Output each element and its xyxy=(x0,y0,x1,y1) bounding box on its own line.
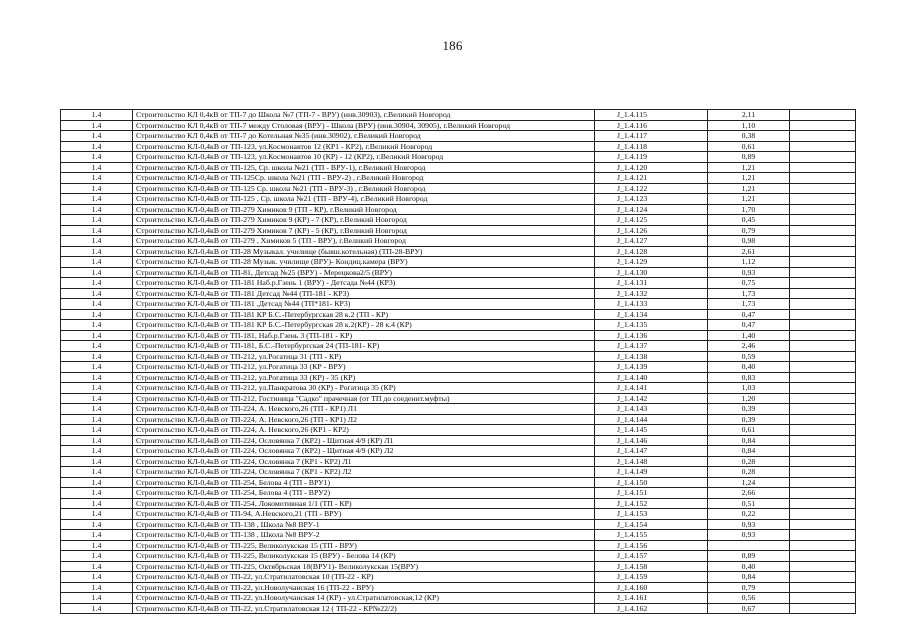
code-cell: J_1.4.117 xyxy=(595,131,708,142)
empty-cell xyxy=(790,425,856,436)
description-cell: Строительство КЛ-0,4кВ от ТП-279 Химиков 9 (ТП - КР), г.Великий Новгород xyxy=(133,204,595,215)
code-cell: J_1.4.134 xyxy=(595,309,708,320)
value-cell: 0,83 xyxy=(708,372,790,383)
page-number: 186 xyxy=(442,38,463,53)
value-cell: 0,89 xyxy=(708,152,790,163)
value-cell: 1,73 xyxy=(708,288,790,299)
description-cell: Строительство КЛ-0,4кВ от ТП-22, ул.Стратилатовская 12 ( ТП-22 - КР№22/2) xyxy=(133,603,595,614)
value-cell: 0,39 xyxy=(708,404,790,415)
code-cell: J_1.4.151 xyxy=(595,488,708,499)
description-cell: Строительство КЛ-0,4кВ от ТП-254, Белова 4 (ТП - ВРУ2) xyxy=(133,488,595,499)
value-cell: 1,24 xyxy=(708,477,790,488)
section-cell: 1.4 xyxy=(61,194,133,205)
table-row xyxy=(61,299,856,310)
code-cell: J_1.4.125 xyxy=(595,215,708,226)
table-row xyxy=(61,194,856,205)
code-cell: J_1.4.159 xyxy=(595,572,708,583)
table-row xyxy=(61,383,856,394)
code-cell: J_1.4.148 xyxy=(595,456,708,467)
empty-cell xyxy=(790,467,856,478)
empty-cell xyxy=(790,351,856,362)
investment-table xyxy=(60,109,856,614)
value-cell: 1,03 xyxy=(708,383,790,394)
code-cell: J_1.4.142 xyxy=(595,393,708,404)
code-cell: J_1.4.135 xyxy=(595,320,708,331)
section-cell: 1.4 xyxy=(61,288,133,299)
value-cell: 0,51 xyxy=(708,498,790,509)
section-cell: 1.4 xyxy=(61,572,133,583)
table-row xyxy=(61,404,856,415)
empty-cell xyxy=(790,267,856,278)
description-cell: Строительство КЛ-0,4кВ от ТП-181 Детсад №44 (ТП-181 - КР3) xyxy=(133,288,595,299)
code-cell: J_1.4.149 xyxy=(595,467,708,478)
value-cell: 0,47 xyxy=(708,320,790,331)
section-cell: 1.4 xyxy=(61,215,133,226)
value-cell: 0,47 xyxy=(708,309,790,320)
section-cell: 1.4 xyxy=(61,551,133,562)
table-row xyxy=(61,456,856,467)
code-cell: J_1.4.122 xyxy=(595,183,708,194)
table-row xyxy=(61,509,856,520)
section-cell: 1.4 xyxy=(61,519,133,530)
value-cell: 0,28 xyxy=(708,456,790,467)
table-row xyxy=(61,530,856,541)
code-cell: J_1.4.133 xyxy=(595,299,708,310)
code-cell: J_1.4.129 xyxy=(595,257,708,268)
table-row xyxy=(61,498,856,509)
value-cell: 0,98 xyxy=(708,236,790,247)
section-cell: 1.4 xyxy=(61,110,133,121)
empty-cell xyxy=(790,120,856,131)
code-cell: J_1.4.124 xyxy=(595,204,708,215)
value-cell: 1,73 xyxy=(708,299,790,310)
empty-cell xyxy=(790,362,856,373)
code-cell: J_1.4.137 xyxy=(595,341,708,352)
empty-cell xyxy=(790,393,856,404)
empty-cell xyxy=(790,110,856,121)
table-row xyxy=(61,257,856,268)
code-cell: J_1.4.156 xyxy=(595,540,708,551)
description-cell: Строительство КЛ-0,4кВ от ТП-125, Ср. школа №21 (ТП - ВРУ-1), г.Великий Новгород xyxy=(133,162,595,173)
value-cell: 0,28 xyxy=(708,467,790,478)
description-cell: Строительство КЛ-0,4кВ от ТП-224, А. Невского,26 (КР1 - КР2) xyxy=(133,425,595,436)
empty-cell xyxy=(790,372,856,383)
description-cell: Строительство КЛ-0,4кВ от ТП-224, А. Невского,26 (ТП - КР1) Л2 xyxy=(133,414,595,425)
description-cell: Строительство КЛ-0,4кВ от ТП-22, ул.Стратилатовская 10 (ТП-22 - КР) xyxy=(133,572,595,583)
value-cell: 0,61 xyxy=(708,141,790,152)
empty-cell xyxy=(790,414,856,425)
code-cell: J_1.4.145 xyxy=(595,425,708,436)
code-cell: J_1.4.158 xyxy=(595,561,708,572)
section-cell: 1.4 xyxy=(61,488,133,499)
value-cell: 1,21 xyxy=(708,173,790,184)
empty-cell xyxy=(790,131,856,142)
value-cell: 2,11 xyxy=(708,110,790,121)
empty-cell xyxy=(790,477,856,488)
table-body xyxy=(61,110,856,614)
code-cell: J_1.4.119 xyxy=(595,152,708,163)
section-cell: 1.4 xyxy=(61,120,133,131)
description-cell: Строительство КЛ-0,4кВ от ТП-181 КР Б.С.-Петербургская 28 к.2 (ТП - КР) xyxy=(133,309,595,320)
description-cell: Строительство КЛ-0,4кВ от ТП-212, ул.Рогатица 33 (КР) - 35 (КР) xyxy=(133,372,595,383)
description-cell: Строительство КЛ-0,4кВ от ТП-181, Б.С.-Петербургская 24 (ТП-181- КР) xyxy=(133,341,595,352)
table-row xyxy=(61,425,856,436)
table-row xyxy=(61,603,856,614)
section-cell: 1.4 xyxy=(61,362,133,373)
code-cell: J_1.4.127 xyxy=(595,236,708,247)
description-cell: Строительство КЛ-0,4кВ от ТП-224, Ословянка 7 (КР1 - КР2) Л1 xyxy=(133,456,595,467)
empty-cell xyxy=(790,257,856,268)
value-cell: 0,38 xyxy=(708,131,790,142)
empty-cell xyxy=(790,488,856,499)
code-cell: J_1.4.128 xyxy=(595,246,708,257)
code-cell: J_1.4.161 xyxy=(595,593,708,604)
table-row xyxy=(61,246,856,257)
description-cell: Строительство КЛ-0,4кВ от ТП-181 ,Детсад №44 (ТП*181- КР3) xyxy=(133,299,595,310)
value-cell: 1,12 xyxy=(708,257,790,268)
value-cell: 0,79 xyxy=(708,582,790,593)
section-cell: 1.4 xyxy=(61,341,133,352)
section-cell: 1.4 xyxy=(61,152,133,163)
empty-cell xyxy=(790,194,856,205)
description-cell: Строительство КЛ-0,4кВ от ТП-22, ул.Новолучанская 14 (КР) - ул.Стратилатовская,12 (КР) xyxy=(133,593,595,604)
table-row xyxy=(61,236,856,247)
empty-cell xyxy=(790,561,856,572)
value-cell: 0,45 xyxy=(708,215,790,226)
table-row xyxy=(61,288,856,299)
table-row xyxy=(61,215,856,226)
code-cell: J_1.4.152 xyxy=(595,498,708,509)
section-cell: 1.4 xyxy=(61,530,133,541)
table-row xyxy=(61,320,856,331)
section-cell: 1.4 xyxy=(61,246,133,257)
description-cell: Строительство КЛ-0,4кВ от ТП-22, ул.Новолучанская 16 (ТП-22 - ВРУ) xyxy=(133,582,595,593)
description-cell: Строительство КЛ 0,4кВ от ТП-7 до Школа №7 (ТП-7 - ВРУ) (инв.30903), г.Великий Новгород xyxy=(133,110,595,121)
empty-cell xyxy=(790,183,856,194)
empty-cell xyxy=(790,572,856,583)
table-row xyxy=(61,110,856,121)
empty-cell xyxy=(790,593,856,604)
section-cell: 1.4 xyxy=(61,299,133,310)
description-cell: Строительство КЛ-0,4кВ от ТП-123, ул.Космонавтов 10 (КР) - 12 (КР2), г.Великий Новгород xyxy=(133,152,595,163)
section-cell: 1.4 xyxy=(61,509,133,520)
description-cell: Строительство КЛ-0,4кВ от ТП-279 , Химиков 5 (ТП - ВРУ), г.Великий Новгород xyxy=(133,236,595,247)
description-cell: Строительство КЛ-0,4кВ от ТП-279 Химиков 9 (КР) - 7 (КР), г.Великий Новгород xyxy=(133,215,595,226)
empty-cell xyxy=(790,456,856,467)
table-row xyxy=(61,561,856,572)
value-cell: 0,59 xyxy=(708,351,790,362)
table-row xyxy=(61,141,856,152)
empty-cell xyxy=(790,225,856,236)
description-cell: Строительство КЛ 0,4кВ от ТП-7 между Столовая (ВРУ) - Школа (ВРУ) (инв.30904, 30905), г.Великий Новгород xyxy=(133,120,595,131)
code-cell: J_1.4.144 xyxy=(595,414,708,425)
value-cell: 0,39 xyxy=(708,414,790,425)
section-cell: 1.4 xyxy=(61,320,133,331)
table-row xyxy=(61,309,856,320)
code-cell: J_1.4.139 xyxy=(595,362,708,373)
code-cell: J_1.4.120 xyxy=(595,162,708,173)
value-cell: 0,40 xyxy=(708,362,790,373)
section-cell: 1.4 xyxy=(61,183,133,194)
description-cell: Строительство КЛ-0,4кВ от ТП-181 КР Б.С.-Петербургская 28 к.2(КР) - 28 к.4 (КР) xyxy=(133,320,595,331)
description-cell: Строительство КЛ-0,4кВ от ТП-125 , Ср. школа №21 (ТП - ВРУ-4), г.Великий Новгород xyxy=(133,194,595,205)
empty-cell xyxy=(790,299,856,310)
description-cell: Строительство КЛ-0,4кВ от ТП-123, ул.Космонавтов 12 (КР1 - КР2), г.Великий Новгород xyxy=(133,141,595,152)
section-cell: 1.4 xyxy=(61,372,133,383)
section-cell: 1.4 xyxy=(61,456,133,467)
description-cell: Строительство КЛ-0,4кВ от ТП-224, Ословянка 7 (КР1 - КР2) Л2 xyxy=(133,467,595,478)
table-row xyxy=(61,267,856,278)
value-cell: 0,93 xyxy=(708,530,790,541)
table-row xyxy=(61,593,856,604)
empty-cell xyxy=(790,603,856,614)
table-row xyxy=(61,446,856,457)
empty-cell xyxy=(790,162,856,173)
section-cell: 1.4 xyxy=(61,540,133,551)
table-row xyxy=(61,414,856,425)
description-cell: Строительство КЛ-0,4кВ от ТП-224, А. Невского,26 (ТП - КР1) Л1 xyxy=(133,404,595,415)
table-row xyxy=(61,341,856,352)
section-cell: 1.4 xyxy=(61,425,133,436)
section-cell: 1.4 xyxy=(61,435,133,446)
code-cell: J_1.4.116 xyxy=(595,120,708,131)
table-row xyxy=(61,131,856,142)
code-cell: J_1.4.153 xyxy=(595,509,708,520)
table-row xyxy=(61,152,856,163)
description-cell: Строительство КЛ-0,4кВ от ТП-279 Химиков 7 (КР) - 5 (КР), г.Великий Новгород xyxy=(133,225,595,236)
code-cell: J_1.4.150 xyxy=(595,477,708,488)
empty-cell xyxy=(790,288,856,299)
empty-cell xyxy=(790,498,856,509)
table-row xyxy=(61,467,856,478)
value-cell: 0,84 xyxy=(708,435,790,446)
empty-cell xyxy=(790,582,856,593)
empty-cell xyxy=(790,173,856,184)
value-cell: 0,61 xyxy=(708,425,790,436)
code-cell: J_1.4.147 xyxy=(595,446,708,457)
table-row xyxy=(61,330,856,341)
value-cell: 1,21 xyxy=(708,162,790,173)
value-cell: 1,70 xyxy=(708,204,790,215)
table-row xyxy=(61,120,856,131)
section-cell: 1.4 xyxy=(61,498,133,509)
table-row xyxy=(61,393,856,404)
code-cell: J_1.4.143 xyxy=(595,404,708,415)
description-cell: Строительство КЛ-0,4кВ от ТП-125Ср. школа №21 (ТП - ВРУ-2) , г.Великий Новгород xyxy=(133,173,595,184)
code-cell: J_1.4.121 xyxy=(595,173,708,184)
table-row xyxy=(61,572,856,583)
description-cell: Строительство КЛ-0,4кВ от ТП-254, Белова 4 (ТП - ВРУ1) xyxy=(133,477,595,488)
value-cell: 1,20 xyxy=(708,393,790,404)
table-row xyxy=(61,372,856,383)
description-cell: Строительство КЛ-0,4кВ от ТП-225, Великолукская 15 (ТП - ВРУ) xyxy=(133,540,595,551)
code-cell: J_1.4.136 xyxy=(595,330,708,341)
empty-cell xyxy=(790,519,856,530)
empty-cell xyxy=(790,446,856,457)
table-row xyxy=(61,173,856,184)
description-cell: Строительство КЛ-0,4кВ от ТП-212, ул.Рогатица 31 (ТП - КР) xyxy=(133,351,595,362)
description-cell: Строительство КЛ-0,4кВ от ТП-212, ул.Рогатица 33 (КР - ВРУ) xyxy=(133,362,595,373)
table-row xyxy=(61,582,856,593)
value-cell: 0,89 xyxy=(708,551,790,562)
empty-cell xyxy=(790,152,856,163)
section-cell: 1.4 xyxy=(61,477,133,488)
code-cell: J_1.4.162 xyxy=(595,603,708,614)
section-cell: 1.4 xyxy=(61,351,133,362)
description-cell: Строительство КЛ-0,4кВ от ТП-28 Музык. училище (ВРУ)- Кондиц.камера (ВРУ) xyxy=(133,257,595,268)
value-cell: 1,40 xyxy=(708,330,790,341)
code-cell: J_1.4.123 xyxy=(595,194,708,205)
section-cell: 1.4 xyxy=(61,383,133,394)
code-cell: J_1.4.155 xyxy=(595,530,708,541)
section-cell: 1.4 xyxy=(61,162,133,173)
section-cell: 1.4 xyxy=(61,225,133,236)
value-cell: 0,40 xyxy=(708,561,790,572)
value-cell: 0,67 xyxy=(708,603,790,614)
section-cell: 1.4 xyxy=(61,593,133,604)
section-cell: 1.4 xyxy=(61,141,133,152)
empty-cell xyxy=(790,509,856,520)
empty-cell xyxy=(790,540,856,551)
empty-cell xyxy=(790,330,856,341)
section-cell: 1.4 xyxy=(61,173,133,184)
section-cell: 1.4 xyxy=(61,278,133,289)
table-row xyxy=(61,278,856,289)
table-row xyxy=(61,162,856,173)
code-cell: J_1.4.132 xyxy=(595,288,708,299)
code-cell: J_1.4.160 xyxy=(595,582,708,593)
value-cell: 0,79 xyxy=(708,225,790,236)
value-cell: 0,56 xyxy=(708,593,790,604)
code-cell: J_1.4.154 xyxy=(595,519,708,530)
table-row xyxy=(61,225,856,236)
empty-cell xyxy=(790,309,856,320)
section-cell: 1.4 xyxy=(61,446,133,457)
section-cell: 1.4 xyxy=(61,204,133,215)
description-cell: Строительство КЛ-0,4кВ от ТП-224, Ословянка 7 (КР2) - Щитная 4/9 (КР) Л2 xyxy=(133,446,595,457)
description-cell: Строительство КЛ-0,4кВ от ТП-138 , Школа №8 ВРУ-1 xyxy=(133,519,595,530)
description-cell: Строительство КЛ-0,4кВ от ТП-225, Великолукская 15 (ВРУ) - Белова 14 (КР) xyxy=(133,551,595,562)
description-cell: Строительство КЛ-0,4кВ от ТП-81, Детсад №25 (ВРУ) - Мерецкова2/5 (ВРУ) xyxy=(133,267,595,278)
section-cell: 1.4 xyxy=(61,267,133,278)
table-row xyxy=(61,204,856,215)
empty-cell xyxy=(790,404,856,415)
empty-cell xyxy=(790,278,856,289)
section-cell: 1.4 xyxy=(61,131,133,142)
table-row xyxy=(61,488,856,499)
value-cell: 0,22 xyxy=(708,509,790,520)
section-cell: 1.4 xyxy=(61,393,133,404)
table-row xyxy=(61,540,856,551)
section-cell: 1.4 xyxy=(61,404,133,415)
empty-cell xyxy=(790,204,856,215)
table-row xyxy=(61,183,856,194)
section-cell: 1.4 xyxy=(61,414,133,425)
section-cell: 1.4 xyxy=(61,582,133,593)
value-cell: 2,66 xyxy=(708,488,790,499)
section-cell: 1.4 xyxy=(61,236,133,247)
section-cell: 1.4 xyxy=(61,309,133,320)
description-cell: Строительство КЛ-0,4кВ от ТП-254, Локомотивная 1/1 (ТП - КР) xyxy=(133,498,595,509)
code-cell: J_1.4.157 xyxy=(595,551,708,562)
description-cell: Строительство КЛ-0,4кВ от ТП-181 Наб.р.Гзень 1 (ВРУ) - Детсада №44 (КР3) xyxy=(133,278,595,289)
description-cell: Строительство КЛ-0,4кВ от ТП-94, А.Невского,21 (ТП - ВРУ) xyxy=(133,509,595,520)
table-row xyxy=(61,351,856,362)
value-cell: 2,46 xyxy=(708,341,790,352)
value-cell: 1,21 xyxy=(708,194,790,205)
description-cell: Строительство КЛ-0,4кВ от ТП-212, ул.Панкратова 30 (КР) - Рогатица 35 (КР) xyxy=(133,383,595,394)
empty-cell xyxy=(790,320,856,331)
table-row xyxy=(61,435,856,446)
empty-cell xyxy=(790,341,856,352)
table-row xyxy=(61,477,856,488)
code-cell: J_1.4.138 xyxy=(595,351,708,362)
section-cell: 1.4 xyxy=(61,603,133,614)
code-cell: J_1.4.140 xyxy=(595,372,708,383)
description-cell: Строительство КЛ-0,4кВ от ТП-181, Наб.р.Гзень 3 (ТП-181 - КР) xyxy=(133,330,595,341)
value-cell: 0,93 xyxy=(708,267,790,278)
empty-cell xyxy=(790,141,856,152)
description-cell: Строительство КЛ-0,4кВ от ТП-28 Музыкал. училище (бывш.котельная) (ТП-28-ВРУ) xyxy=(133,246,595,257)
code-cell: J_1.4.115 xyxy=(595,110,708,121)
empty-cell xyxy=(790,530,856,541)
value-cell: 1,10 xyxy=(708,120,790,131)
section-cell: 1.4 xyxy=(61,330,133,341)
value-cell: 0,84 xyxy=(708,572,790,583)
empty-cell xyxy=(790,246,856,257)
description-cell: Строительство КЛ-0,4кВ от ТП-125 Ср. школа №21 (ТП - ВРУ-3) , г.Великий Новгород xyxy=(133,183,595,194)
description-cell: Строительство КЛ 0,4кВ от ТП-7 до Котельная №35 (инв.30902), г.Великий Новгород xyxy=(133,131,595,142)
code-cell: J_1.4.141 xyxy=(595,383,708,394)
value-cell xyxy=(708,540,790,551)
table-row xyxy=(61,551,856,562)
description-cell: Строительство КЛ-0,4кВ от ТП-138 , Школа №8 ВРУ-2 xyxy=(133,530,595,541)
empty-cell xyxy=(790,551,856,562)
description-cell: Строительство КЛ-0,4кВ от ТП-212, Гостиница "Садко" прачечная (от ТП до соеденит.муфты) xyxy=(133,393,595,404)
value-cell: 0,75 xyxy=(708,278,790,289)
section-cell: 1.4 xyxy=(61,257,133,268)
description-cell: Строительство КЛ-0,4кВ от ТП-224, Ословянка 7 (КР2) - Щитная 4/9 (КР) Л1 xyxy=(133,435,595,446)
value-cell: 0,84 xyxy=(708,446,790,457)
code-cell: J_1.4.126 xyxy=(595,225,708,236)
empty-cell xyxy=(790,383,856,394)
table-row xyxy=(61,519,856,530)
code-cell: J_1.4.118 xyxy=(595,141,708,152)
empty-cell xyxy=(790,236,856,247)
code-cell: J_1.4.146 xyxy=(595,435,708,446)
code-cell: J_1.4.131 xyxy=(595,278,708,289)
section-cell: 1.4 xyxy=(61,467,133,478)
value-cell: 2,61 xyxy=(708,246,790,257)
value-cell: 0,93 xyxy=(708,519,790,530)
description-cell: Строительство КЛ-0,4кВ от ТП-225, Октябрьская 18(ВРУ1)- Великолукская 15(ВРУ) xyxy=(133,561,595,572)
value-cell: 1,21 xyxy=(708,183,790,194)
table-row xyxy=(61,362,856,373)
code-cell: J_1.4.130 xyxy=(595,267,708,278)
section-cell: 1.4 xyxy=(61,561,133,572)
empty-cell xyxy=(790,435,856,446)
empty-cell xyxy=(790,215,856,226)
